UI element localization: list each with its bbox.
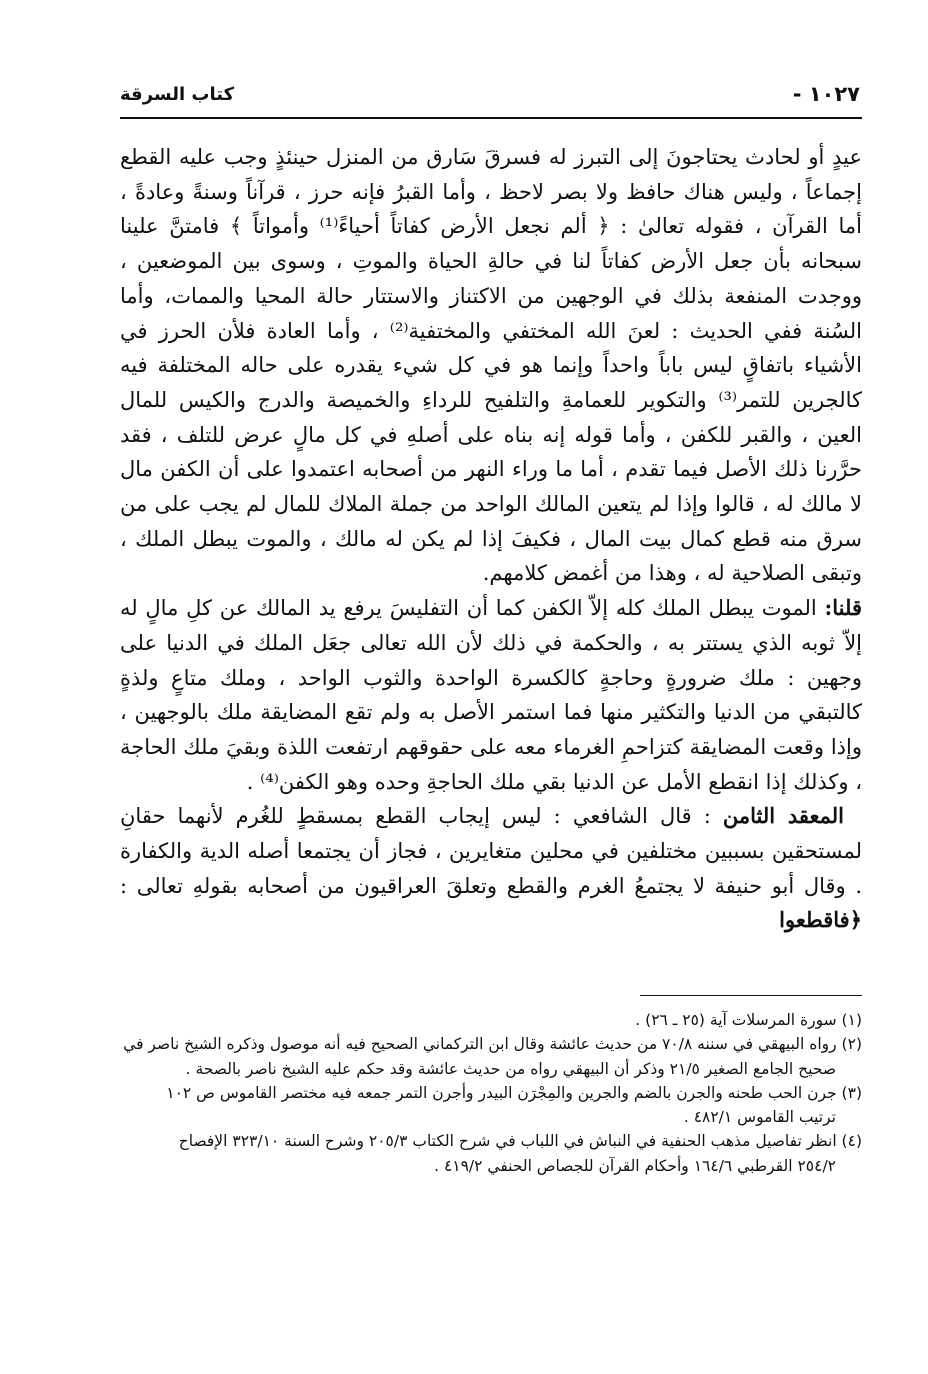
footnote-4-continued: ٢٥٤/٢ القرطبي ١٦٤/٦ وأحكام القرآن للجصاص الحنفي ٤١٩/٢ .	[434, 1156, 836, 1175]
paragraph-2-text: الموت يبطل الملك كله إلاّ الكفن كما أن التفليسَ يرفع يد المالك عن كلِ مالٍ له إلاّ ثوبه الذي يستتر به ، والحكمة في ذلك لأن الله تعالى جعَل الملك في الدنيا على وجهين : ملك ضرورةٍ وحاجةٍ كالكسرة الواحدة والثوب الواحد ، وملك متاعٍ ولذةٍ كالتبقي من الدنيا والتكثير منها فما استمر الأصل به ولم تقع المضايقة ملك بالوجهين ، وإذا وقعت المضايقة كتزاحمِ الغرماء معه على حقوقهم ارتفعت اللذة وبقيَ ملك الحاجة ، وكذلك إذا انقطع الأمل عن الدنيا بقي ملك الحاجةِ وحده وهو الكفن⁽⁴⁾ .	[120, 596, 862, 794]
page-number: ١٠٢٧ -	[792, 82, 860, 106]
footnote-1: (١) سورة المرسلات آية (٢٥ ـ ٢٦) .	[635, 1011, 862, 1029]
paragraph-1-text: عيدٍ أو لحادث يحتاجونَ إلى التبرز له فسرقَ سَارق من المنزل حينئذٍ وجب عليه القطع إجماعاً ، وليس هناك حافظ ولا بصر لاحظ ، وأما القبرُ فإنه حرز ، قرآناً وسنةً وعادةً ، أما القرآن ، فقوله تعالىٰ : ﴿ ألم نجعل الأرض كفاتاً أحياءً⁽¹⁾ وأمواتاً ﴾ فامتنَّ علينا سبحانه بأن جعل الأرض كفاتاً لنا في حالةِ الحياة والموتِ ، وسوى بين الموضعين ، ووجدت المنفعة بذلك في الوجهين من الاكتناز والاستتار حالة المحيا والممات، وأما السُنة ففي الحديث : لعنَ الله المختفي والمختفية⁽²⁾ ، وأما العادة فلأن الحرز في الأشياء باتفاقٍ ليس باباً واحداً وإنما هو في كل شيء يقدره على حاله المختلفة فيه كالجرين للتمر⁽³⁾ والتكوير للعمامةِ والتلفيح للرداءِ والخميصة والدرج والكيس للمال العين ، والقبر للكفن ، وأما قوله إنه بناه على أصلهِ في كل مالٍ عرض للتلف ، فقد حرَّرنا ذلك الأصل فيما تقدم ، أما ما وراء النهر من أصحابه اعتمدوا على أن الكفن مال لا مالك له ، قالوا وإذا لم يتعين المالك الواحد من جملة الملاك للمال لم يجب على من سرق منه قطع كمال بيت المال ، فكيفَ إذا لم يكن له مالك ، والموت يبطل الملك ، وتبقى الصلاحية له ، وهذا من أغمض كلامهم.	[120, 145, 862, 586]
footnote-2: (٢) رواه البيهقي في سننه ٧٠/٨ من حديث عائشة وقال ابن التركماني الصحيح فيه أنه موصول وذكره الشيخ ناصر في	[123, 1035, 862, 1054]
footnote-3: (٣) جرن الحب طحنه والجرن بالضم والجرين والمِجْرَن البيدر وأجرن التمر جمعه فيه مختصر القاموس ص ١٠٢	[166, 1083, 862, 1102]
footnote-2-continued: صحيح الجامع الصغير ٢١/٥ وذكر أن البيهقي رواه من حديث عائشة وقد حكم عليه الشيخ ناصر بالصحة .	[185, 1059, 836, 1078]
paragraph-1	[120, 140, 862, 591]
running-title: كتاب السرقة	[120, 84, 235, 105]
paragraph-3	[120, 799, 862, 938]
main-text	[120, 140, 862, 938]
paragraph-3-text: : قال الشافعي : ليس إيجاب القطع بمسقطٍ للغُرم لأنهما حقانِ لمستحقين بسببين مختلفين في محلين متغايرين ، فجاز أن يجتمعا أصله الدية والكفارة . وقال أبو حنيفة لا يجتمعُ الغرم والقطع وتعلقَ العراقيون من أصحابه بقولهِ تعالى :	[120, 804, 862, 898]
paragraph-2	[120, 591, 862, 799]
qulna-label: قلنا:	[824, 595, 862, 621]
quran-quote-start: ﴿فاقطعوا	[779, 907, 862, 933]
page-header	[120, 82, 860, 116]
footnotes	[120, 1008, 862, 1178]
footnote-3-continued: ترتيب القاموس ٤٨٢/١ .	[683, 1108, 836, 1127]
header-divider	[120, 117, 862, 119]
footnote-divider	[640, 995, 862, 996]
eighth-section-label: المعقد الثامن	[722, 803, 844, 829]
footnote-4: (٤) انظر تفاصيل مذهب الحنفية في النباش في اللباب في شرح الكتاب ٢٠٥/٣ وشرح السنة ٣٢٣/١٠ الإفصاح	[178, 1132, 862, 1151]
